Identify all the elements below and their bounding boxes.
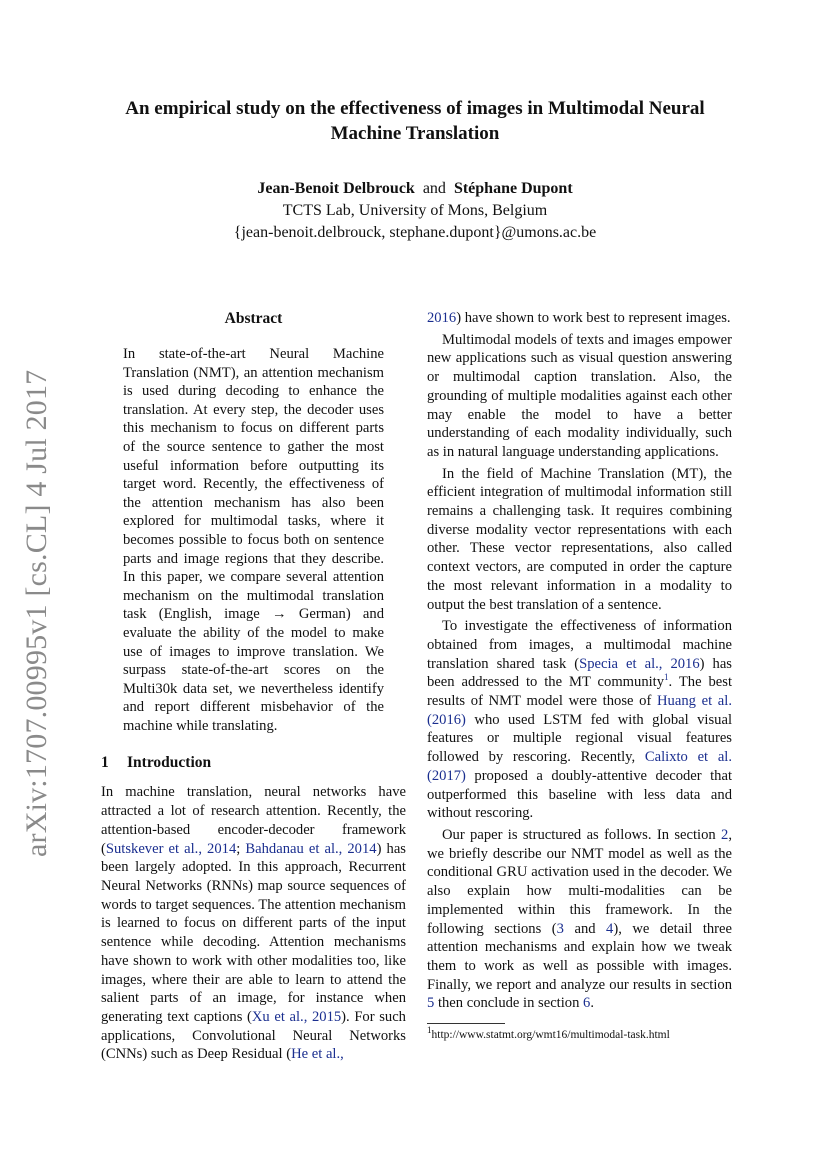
text-run: proposed a doubly-attentive decoder that outperformed this baseline with less data and without rescoring.: [427, 767, 732, 822]
text-run: and: [563, 920, 607, 937]
left-column: [101, 309, 406, 1064]
author-names: [90, 178, 740, 200]
affiliation: TCTS Lab, University of Mons, Belgium: [282, 202, 548, 219]
intro-paragraph-5: [427, 826, 732, 1013]
author-block: [90, 178, 740, 244]
section-ref-link[interactable]: 4: [606, 920, 614, 937]
citation-link[interactable]: Xu et al., 2015: [251, 1008, 342, 1025]
author-emails: {jean-benoit.delbrouck, stephane.dupont}@umons.ac.be: [233, 224, 597, 241]
text-run: To investigate the effectiveness of information obtained from images, a multimodal machine translation shared task (: [427, 618, 732, 672]
section-ref-link[interactable]: 2: [721, 826, 729, 843]
paper-title: An empirical study on the effectiveness of images in Multimodal Neural Machine Translation: [125, 98, 705, 144]
intro-paragraph-4: [427, 617, 732, 823]
text-run: ;: [236, 840, 246, 857]
text-run: ) has been largely adopted. In this approach, Recurrent Neural Networks (RNNs) map source sequences of words to target sequences. The attention mechanism is learned to focus on different parts of the input sentence while decoding. Attention mechanisms have shown to work with other modalities too, like images, where their are able to learn to attend the salient parts of an image, for instance when generating text captions (: [101, 840, 406, 1025]
author-1: Jean-Benoit Delbrouck: [257, 180, 415, 197]
text-run: .: [590, 995, 594, 1012]
author-and: and: [422, 180, 446, 197]
footnote-url[interactable]: http://www.statmt.org/wmt16/multimodal-task.html: [431, 1029, 670, 1042]
text-run: Our paper is structured as follows. In section: [442, 826, 722, 843]
text-run: ). For such applications, Convolutional Neural Networks (CNNs) such as Deep Residual (: [101, 1008, 406, 1063]
section-ref-link[interactable]: 3: [556, 920, 564, 937]
footnote: [427, 1025, 732, 1043]
citation-link[interactable]: 2016: [427, 310, 457, 326]
text-run: ), we detail three attention mechanisms and explain how we tweak them to work as well as possible with images. Finally, we report and analyze our results in section: [427, 920, 732, 993]
citation-link[interactable]: Specia et al., 2016: [579, 655, 700, 672]
intro-paragraph-1: [101, 783, 406, 1064]
text-run: who used LSTM fed with global visual features or multiple regional visual features followed by rescoring. Recently,: [427, 711, 732, 766]
arxiv-identifier: arXiv:1707.00995v1 [cs.CL] 4 Jul 2017: [20, 369, 53, 857]
text-run: then conclude in section: [434, 995, 584, 1012]
author-2: Stéphane Dupont: [453, 180, 573, 197]
abstract-heading: Abstract: [224, 310, 283, 327]
footnote-number: 1: [427, 1025, 432, 1036]
right-column: [427, 309, 732, 1043]
section-number: 1: [101, 754, 109, 772]
intro-paragraph-1-continued: [427, 309, 732, 328]
text-run: In machine translation, neural networks have attracted a lot of research attention. Recently, the attention-based encoder-decoder framework (: [101, 784, 406, 857]
text-run: . The best results of NMT model were those of: [427, 674, 732, 710]
section-title: Introduction: [127, 754, 212, 772]
section-ref-link[interactable]: 6: [583, 995, 591, 1012]
citation-link[interactable]: Calixto et al. (2017): [427, 749, 732, 784]
section-heading-introduction: [101, 753, 406, 773]
text-run: ) have shown to work best to represent images.: [456, 310, 731, 326]
intro-paragraph-2: Multimodal models of texts and images empower new applications such as visual question answering or multimodal caption translation. Also, the grounding of multiple modalities against each other may enable the model to have a better understanding of each modality individually, such as in natural language understanding applications.: [427, 331, 732, 460]
citation-link[interactable]: Bahdanau et al., 2014: [245, 840, 377, 857]
citation-link[interactable]: Sutskever et al., 2014: [105, 840, 237, 857]
footnote-divider: [427, 1023, 505, 1024]
text-run: ) has been addressed to the MT community: [427, 655, 732, 691]
text-run: , we briefly describe our NMT model as well as the conditional GRU activation used in the decoder. We also explain how multi-modalities can be implemented within this framework. In the following sections (: [427, 826, 732, 937]
citation-link[interactable]: Huang et al. (2016): [427, 693, 732, 728]
footnote-marker[interactable]: 1: [664, 672, 669, 683]
section-ref-link[interactable]: 5: [427, 995, 435, 1012]
citation-link[interactable]: He et al.,: [291, 1046, 344, 1063]
abstract-text: In state-of-the-art Neural Machine Translation (NMT), an attention mechanism is used during decoding to enhance the translation. At every step, the decoder uses this mechanism to focus on different parts of the source sentence to gather the most useful information before outputting its target word. Recently, the effectiveness of the attention mechanism has also been explored for multimodal tasks, where it becomes possible to focus both on sentence parts and image regions that they describe. In this paper, we compare several attention mechanism on the multimodal translation task (English, image → German) and evaluate the ability of the model to make use of images to improve translation. We surpass state-of-the-art scores on the Multi30k data set, we nevertheless identify and report different misbehavior of the machine while translating.: [123, 346, 384, 734]
intro-paragraph-3: In the field of Machine Translation (MT), the efficient integration of multimodal information still remains a challenging task. It requires combining diverse modality vector representations with each other. These vector representations, also called context vectors, are computed in order the capture the most relevant information in a modality to output the best translation of a sentence.: [427, 465, 732, 613]
